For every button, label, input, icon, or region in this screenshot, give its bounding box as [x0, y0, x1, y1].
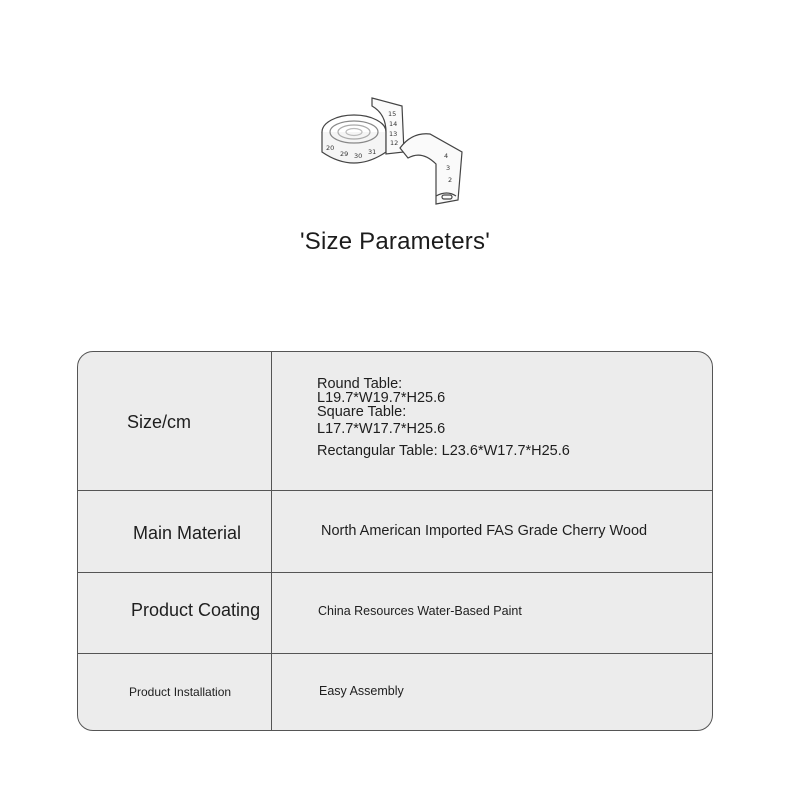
product-coating-value: China Resources Water-Based Paint [318, 604, 522, 618]
tape-number: 14 [389, 120, 398, 128]
rectangular-table-dimensions: Rectangular Table: L23.6*W17.7*H25.6 [317, 443, 570, 459]
measuring-tape-icon [312, 92, 482, 210]
tape-number: 15 [388, 110, 397, 118]
main-material-value: North American Imported FAS Grade Cherry Wood [321, 523, 648, 539]
main-material-label: Main Material [133, 523, 242, 543]
product-installation-label: Product Installation [129, 685, 232, 699]
tape-number: 29 [340, 150, 349, 158]
size-values [317, 377, 570, 458]
tape-number: 3 [446, 164, 451, 172]
product-coating-label: Product Coating [131, 600, 261, 620]
square-table-dimensions: L17.7*W17.7*H25.6 [317, 421, 446, 437]
tape-number: 31 [368, 148, 377, 156]
page-title: 'Size Parameters' [300, 228, 490, 255]
row-divider [78, 653, 712, 654]
measuring-tape-illustration [312, 92, 482, 210]
tape-number: 20 [326, 144, 335, 152]
round-table-label: Round Table: [317, 376, 403, 392]
square-table-label: Square Table: [317, 404, 407, 420]
tape-number: 4 [444, 152, 449, 160]
tape-number: 30 [354, 152, 363, 160]
row-divider [78, 490, 712, 491]
row-divider [78, 572, 712, 573]
size-parameters-table [77, 351, 713, 731]
round-table-dimensions: L19.7*W19.7*H25.6 [317, 390, 446, 406]
column-divider [271, 352, 272, 730]
product-installation-value: Easy Assembly [319, 684, 404, 698]
tape-number: 13 [389, 130, 398, 138]
size-label: Size/cm [127, 412, 192, 432]
tape-number: 2 [448, 176, 453, 184]
tape-number: 12 [390, 139, 399, 147]
